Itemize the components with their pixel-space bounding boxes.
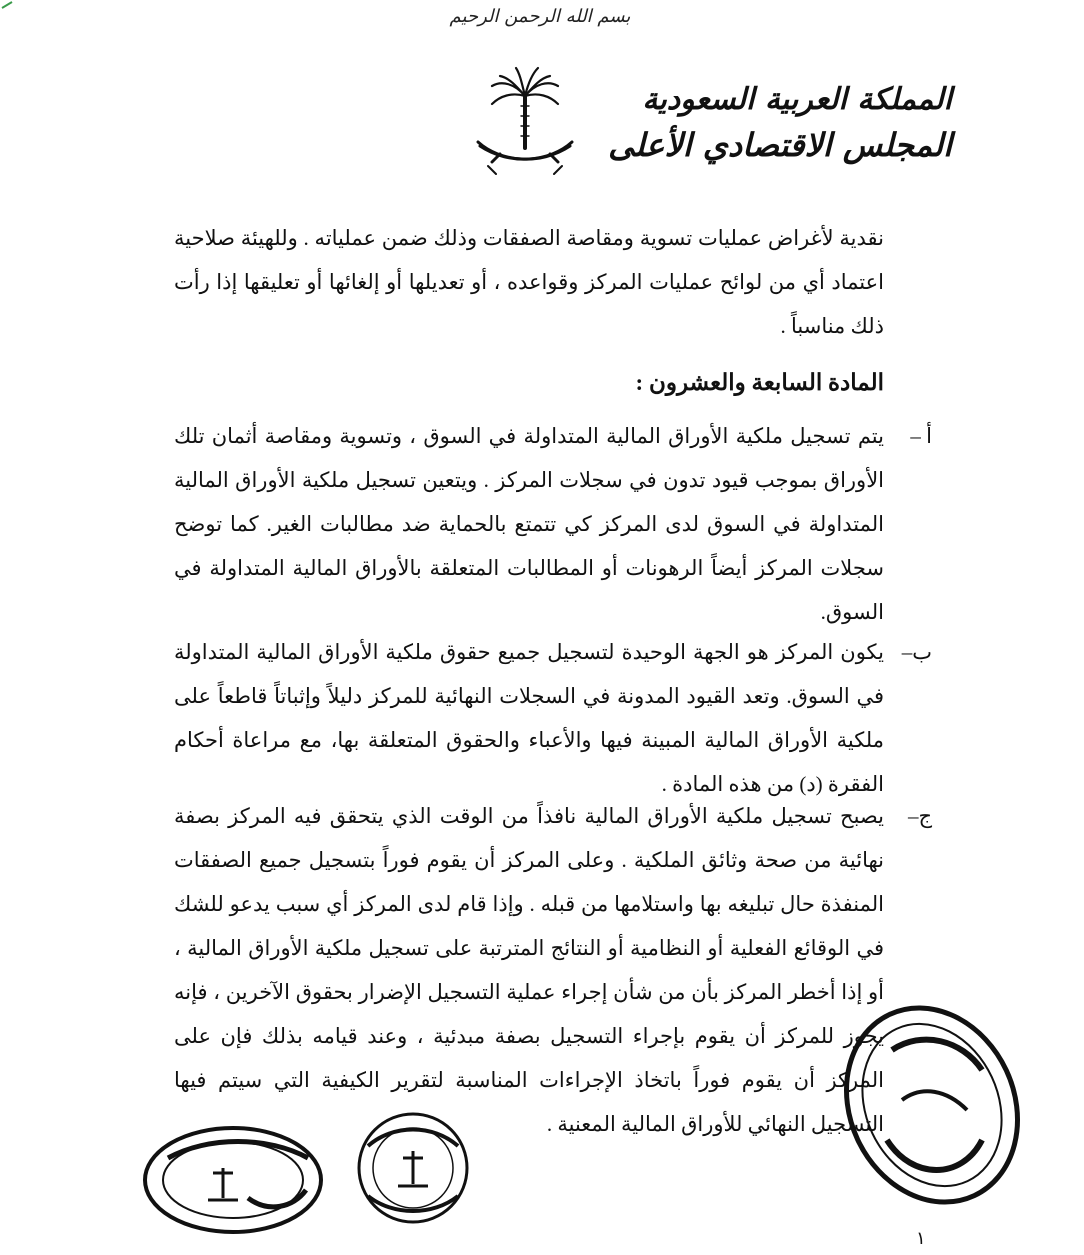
basmala: بسم الله الرحمن الرحيم <box>449 6 631 27</box>
corner-mark <box>0 0 20 10</box>
clause-a <box>174 414 932 634</box>
clause-b <box>174 630 932 806</box>
organization-name <box>608 78 952 168</box>
official-stamp-right <box>832 990 1032 1220</box>
saudi-emblem-palm-swords-icon <box>470 66 580 186</box>
clause-text: يتم تسجيل ملكية الأوراق المالية المتداولة في السوق ، وتسوية ومقاصة أثمان تلك الأوراق بموجب قيود تدون في سجلات المركز . ويتعين تسجيل ملكية الأوراق المالية المتداولة في السوق لدى المركز كي تتمتع بالحماية ضد مطالبات الغير. كما توضح سجلات المركز أيضاً الرهونات أو المطالبات المتعلقة بالأوراق المالية المتداولة في السوق. <box>174 424 884 624</box>
official-stamp-left-2 <box>328 1106 498 1226</box>
clause-letter: أ – <box>910 424 932 448</box>
official-stamp-left-1 <box>138 1118 328 1238</box>
org-line-1: المملكة العربية السعودية <box>642 82 952 117</box>
article-heading: المادة السابعة والعشرون : <box>635 370 884 395</box>
clause-text: يصبح تسجيل ملكية الأوراق المالية نافذاً من الوقت الذي يتحقق فيه المركز بصفة نهائية من صحة وثائق الملكية . وعلى المركز أن يقوم فوراً بتسجيل جميع الصفقات المنفذة حال تبليغه بها واستلامها من قبله . وإذا قام لدى المركز أي سبب يدعو للشك في الوقائع الفعلية أو النظامية أو النتائج المترتبة على تسجيل ملكية الأوراق المالية ، أو إذا أخطر المركز بأن من شأن إجراء عملية التسجيل الإضرار بحقوق الآخرين ، فإنه يجوز للمركز أن يقوم بإجراء التسجيل بصفة مبدئية ، وعند قيامه بذلك فإن على المركز أن يقوم فوراً باتخاذ الإجراءات المناسبة لتقرير الكيفية التي سيتم فيها التسجيل النهائي للأوراق المالية المعنية . <box>174 804 884 1136</box>
page-number: ١ <box>916 1228 926 1248</box>
clause-c <box>174 794 932 1146</box>
clause-letter: ب– <box>901 640 932 664</box>
clause-text: يكون المركز هو الجهة الوحيدة لتسجيل جميع حقوق ملكية الأوراق المالية المتداولة في السوق. وتعد القيود المدونة في السجلات النهائية للمركز دليلاً وإثباتاً قاطعاً على ملكية الأوراق المالية المبينة فيها والأعباء والحقوق المتعلقة بها، مع مراعاة أحكام الفقرة (د) من هذه المادة . <box>174 640 884 796</box>
intro-paragraph: نقدية لأغراض عمليات تسوية ومقاصة الصفقات وذلك ضمن عملياته . وللهيئة صلاحية اعتماد أي من لوائح عمليات المركز وقواعده ، أو تعديلها أو إلغائها أو تعليقها إذا رأت ذلك مناسباً . <box>174 226 884 338</box>
clause-letter: ج– <box>907 804 932 828</box>
intro-paragraph-block <box>174 216 884 348</box>
org-line-2: المجلس الاقتصادي الأعلى <box>608 126 952 164</box>
